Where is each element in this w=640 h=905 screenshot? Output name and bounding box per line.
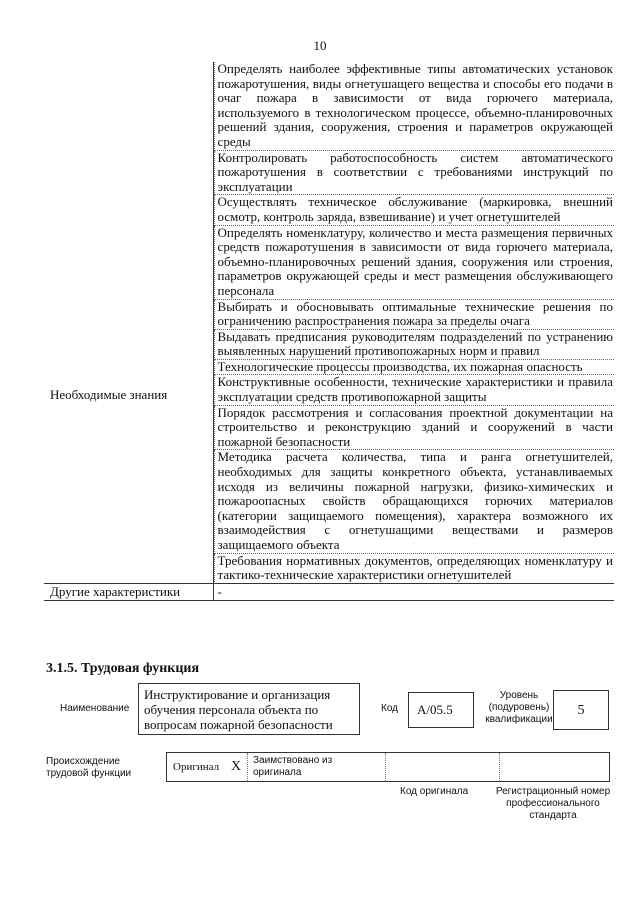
other-characteristics-label: Другие характеристики [44, 584, 213, 601]
knowledge-item: Порядок рассмотрения и согласования проектной документации на строительство и реконструкцию зданий и сооружений в части пожарной безопасности [214, 406, 614, 451]
origin-divider [499, 753, 500, 781]
knowledge-item: Конструктивные особенности, технические характеристики и правила эксплуатации средств противопожарной защиты [214, 375, 614, 405]
knowledge-item: Выбирать и обосновывать оптимальные технические решения по ограничению распространения пожара за пределы очага [214, 300, 614, 330]
name-label: Наименование [60, 703, 130, 714]
level-value-box: 5 [553, 690, 609, 730]
origin-divider [247, 753, 248, 781]
origin-table [166, 752, 610, 782]
knowledge-label: Необходимые знания [50, 387, 168, 402]
knowledge-item: Методика расчета количества, типа и ранга огнетушителей, необходимых для защиты конкретного объекта, устанавливаемых исходя из величины пожарной нагрузки, физико-химических и пожароопасных свойств обращающихся горючих материалов (категории защищаемого помещения), характера возможного их взаимодействия с огнетушащими веществами и размеров защищаемого объекта [214, 450, 614, 553]
page-number: 10 [313, 38, 327, 53]
knowledge-item: Определять номенклатуру, количество и места размещения первичных средств пожаротушения в зависимости от вида горючего материала, объемно-планировочных решений здания, сооружения или строения, параметров окружающей среды и мест размещения обслуживающего персонала [214, 226, 614, 300]
level-label: Уровень (подуровень) квалификации [485, 690, 553, 725]
knowledge-row [44, 62, 614, 584]
original-label: Оригинал [173, 761, 220, 773]
knowledge-item: Определять наиболее эффективные типы автоматических установок пожаротушения, виды огнетушащего вещества и способы его подачи в очаг пожара в зависимости от вида горючего материала, используемого в технологическом процессе, объемно-планировочных решений здания, сооружения, строения и параметров окружающей среды [214, 62, 614, 151]
knowledge-table [44, 62, 614, 601]
origin-divider [385, 753, 386, 781]
function-name-box: Инструктирование и организация обучения персонала объекта по вопросам пожарной безопасности [138, 683, 360, 735]
origin-label: Происхождение трудовой функции [46, 756, 132, 779]
knowledge-items-cell [213, 62, 614, 584]
code-label: Код [381, 703, 399, 714]
knowledge-item: Выдавать предписания руководителям подразделений по устранению выявленных нарушений противопожарных норм и правил [214, 330, 614, 360]
original-x-mark: X [231, 759, 242, 774]
knowledge-item: Контролировать работоспособность систем автоматического пожаротушения в соответствии с требованиями инструкций по эксплуатации [214, 151, 614, 196]
knowledge-item: Осуществлять техническое обслуживание (маркировка, внешний осмотр, контроль заряда, взвешивание) и учет огнетушителей [214, 195, 614, 225]
reg-number-label: Регистрационный номер профессионального стандарта [495, 786, 611, 821]
other-characteristics-value: - [213, 584, 614, 601]
other-characteristics-row [44, 584, 614, 601]
section-heading: 3.1.5. Трудовая функция [46, 661, 200, 676]
borrowed-label: Заимствовано из оригинала [253, 755, 333, 778]
knowledge-label-cell [44, 62, 213, 584]
knowledge-item: Требования нормативных документов, определяющих номенклатуру и тактико-технические характеристики огнетушителей [214, 554, 614, 584]
code-value-box: А/05.5 [408, 692, 474, 728]
code-original-label: Код оригинала [400, 786, 469, 797]
knowledge-item: Технологические процессы производства, их пожарная опасность [214, 360, 614, 376]
